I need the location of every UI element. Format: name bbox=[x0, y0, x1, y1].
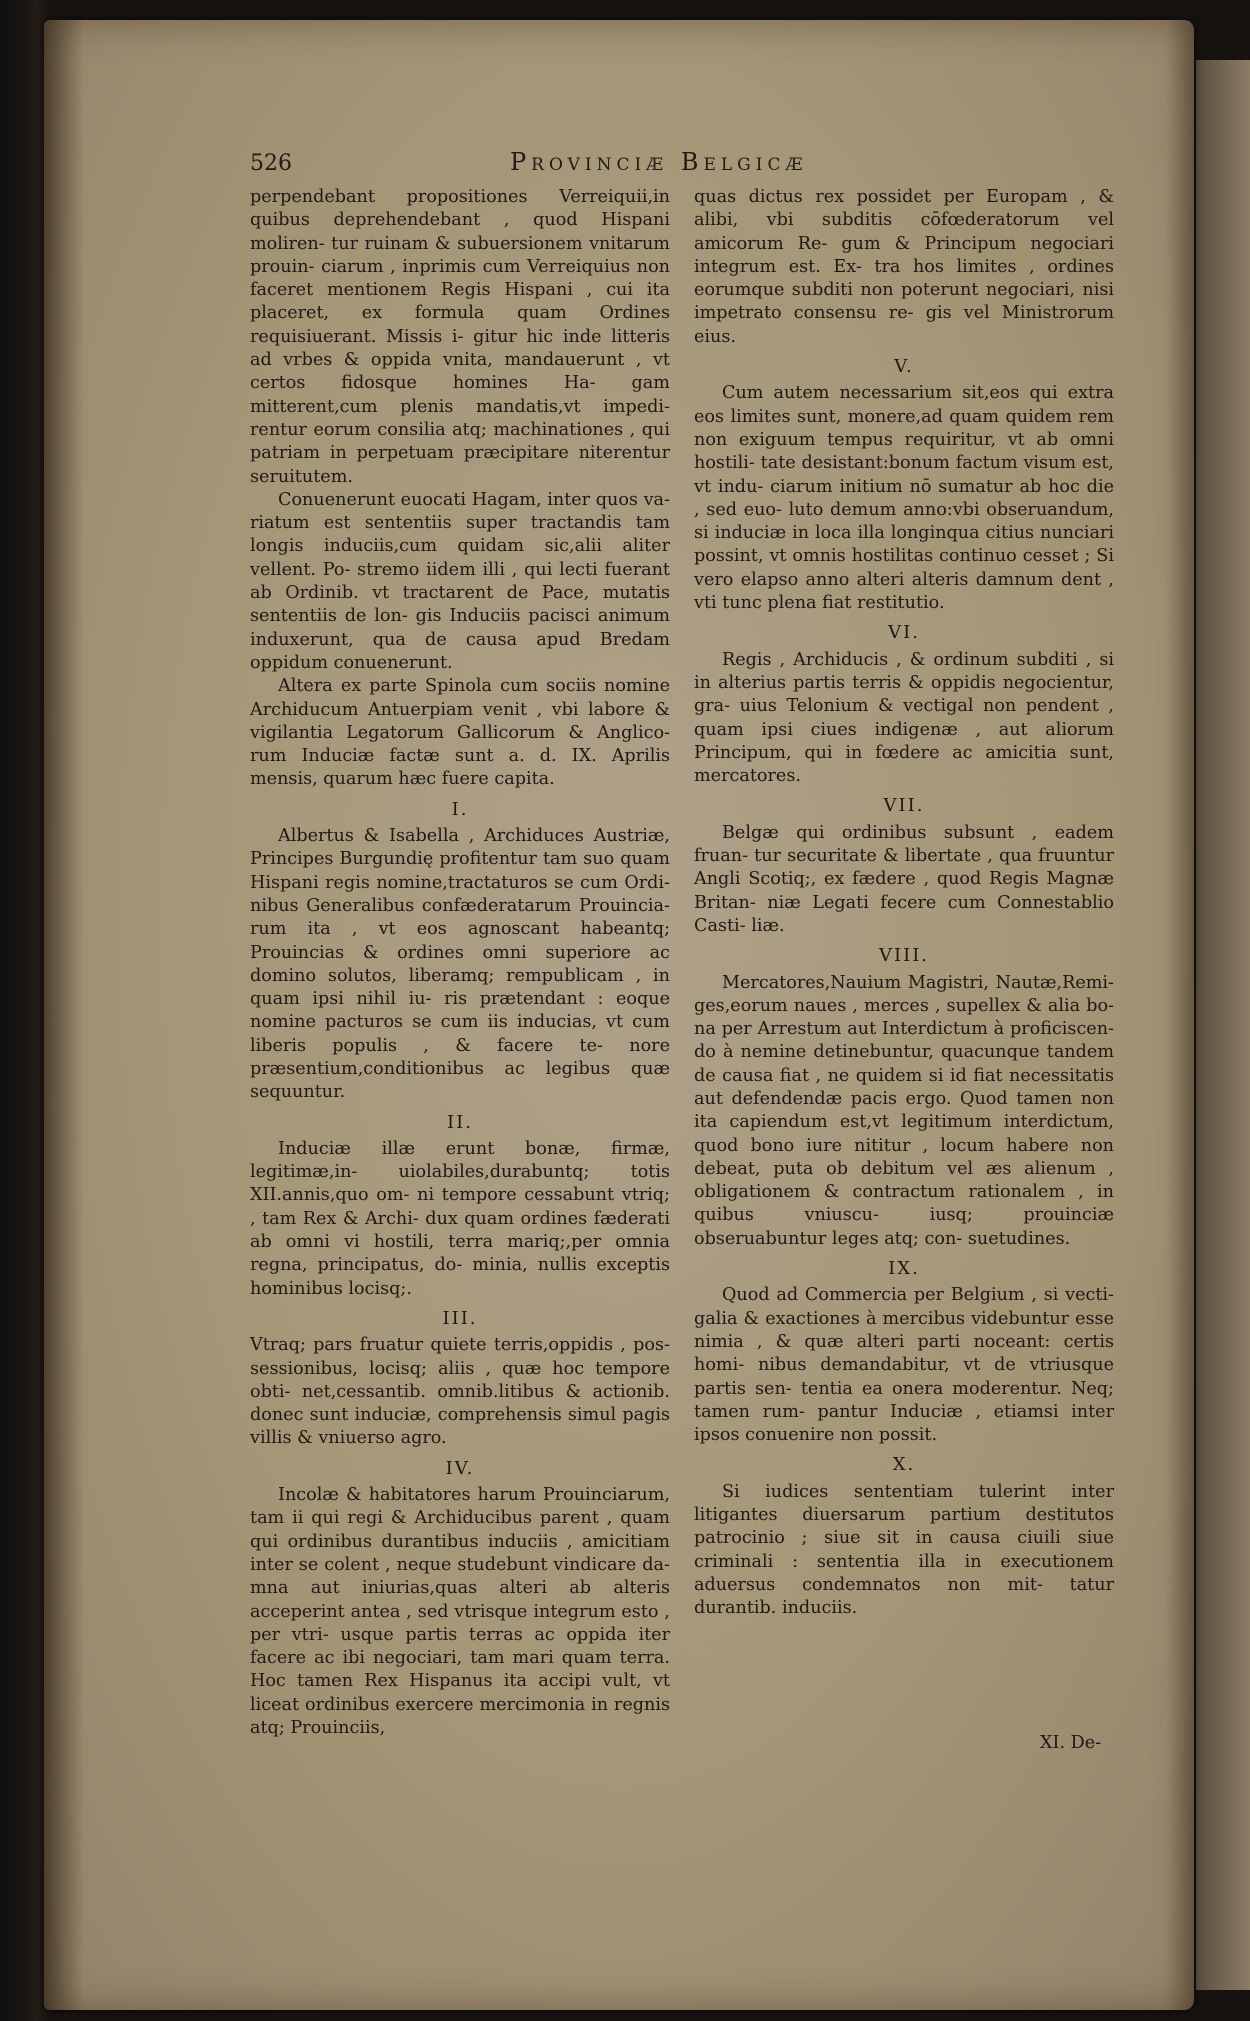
running-title: Provinciæ Belgicæ bbox=[510, 148, 808, 176]
paragraph: Regis , Archiducis , & ordinum subditi , si in alterius partis terris & oppidis negocientur, gra- uius Telonium & vectigal non pendent , quam ipsi ciues indigenæ , aut aliorum Principum, qui in fœdere ac amicitia sunt, mercatores. bbox=[694, 649, 1114, 787]
article-heading: II. bbox=[447, 1111, 473, 1133]
paragraph: Induciæ illæ erunt bonæ, firmæ, legitimæ,in- uiolabiles,durabuntq; totis XII.annis,quo om- ni tempore cessabunt vtriq; , tam Rex & Archi- dux quam ordines fæderati ab omni vi hostili, terra mariq;,per omnia regna, principatus, do- minia, nullis exceptis hominibus locisq;. bbox=[250, 1138, 670, 1299]
right-column bbox=[694, 186, 1114, 1621]
article-heading: I. bbox=[451, 798, 469, 820]
article-heading: VI. bbox=[888, 622, 920, 644]
article-heading: III. bbox=[442, 1307, 478, 1329]
left-column bbox=[250, 186, 670, 1740]
paragraph: Vtraq; pars fruatur quiete terris,oppidis , pos- sessionibus, locisq; aliis , quæ hoc tempore obti- net,cessantib. omnib.litibus & actionib. donec sunt induciæ, comprehensis simul pagis villis & vniuerso agro. bbox=[250, 1335, 670, 1449]
article-heading: X. bbox=[892, 1454, 916, 1476]
folio-number: 526 bbox=[250, 151, 292, 176]
paragraph: Albertus & Isabella , Archiduces Austriæ, Principes Burgundię profitentur tam suo quam Hispani regis nomine,tractaturos se cum Ordi- nibus Generalibus confæderatarum Prouincia- rum ita , vt eos agnoscant habeantq; Prouincias & ordines omni superiore ac domino solutos, liberamq; rempublicam , in quam ipsi nihil iu- ris prætendant : eoque nomine pacturos se cum iis inducias, vt cum liberis populis , & facere te- nore præsentium,conditionibus ac legibus quæ sequuntur. bbox=[250, 826, 670, 1103]
paragraph: Incolæ & habitatores harum Prouinciarum, tam ii qui regi & Archiducibus parent , quam qui ordinibus durantibus induciis , amicitiam inter se colent , neque studebunt vindicare da- mna aut iniurias,quas alteri ab alteris acceperint antea , sed vtrisque integrum esto , per vtri- usque partis terras ac oppida iter facere ac ibi negociari, tam mari quam terra. Hoc tamen Rex Hispanus ita accipi vult, vt liceat ordinibus exercere mercimonia in regnis atq; Prouinciis, bbox=[250, 1485, 670, 1738]
gutter-shadow bbox=[44, 20, 84, 2010]
article-heading: VII. bbox=[883, 795, 925, 817]
article-heading: VIII. bbox=[878, 945, 930, 967]
paragraph: Mercatores,Nauium Magistri, Nautæ,Remi- ges,eorum naues , merces , supellex & alia bo- na per Arrestum aut Interdictum à proficiscen- do à nemine detinebuntur, quacunque tandem de causa fiat , ne quidem si id fiat necessitatis aut defendendæ pacis ergo. Quod tamen non ita capiendum est,vt legitimum interdictum, quod bono iure nititur , locum habere non debeat, puta ob debitum vel æs alienum , obligationem & contractum rationalem , in quibus vniuscu- iusq; prouinciæ obseruabuntur leges atq; con- suetudines. bbox=[694, 972, 1114, 1249]
article-heading: IX. bbox=[888, 1258, 920, 1280]
adjacent-page-edge bbox=[1196, 60, 1250, 1990]
paragraph: Altera ex parte Spinola cum sociis nomine Archiducum Antuerpiam venit , vbi labore & vigilantia Legatorum Gallicorum & Anglico- rum Induciæ factæ sunt a. d. IX. Aprilis mensis, quarum hæc fuere capita. bbox=[250, 676, 670, 790]
paragraph: Quod ad Commercia per Belgium , si vecti- galia & exactiones à mercibus videbuntur esse nimia , & quæ alteri parti noceant: certis homi- nibus demandabitur, vt de vtriusque partis sen- tentia ea onera moderentur. Neq; tamen rum- pantur Induciæ , etiamsi inter ipsos conuenire non possit. bbox=[694, 1285, 1114, 1446]
paragraph: perpendebant propositiones Verreiquii,in quibus deprehendebant , quod Hispani moliren- tur ruinam & subuersionem vnitarum prouin- ciarum , inprimis cum Verreiquius non faceret mentionem Regis Hispani , cui ita placeret, ex formula quam Ordines requisiuerant. Missis i- gitur hic inde litteris ad vrbes & oppida vnita, mandauerunt , vt certos fidosque homines Ha- gam mitterent,cum plenis mandatis,vt impedi- rentur eorum consilia atq; machinationes , qui patriam in perpetuam præcipitare niterentur seruitutem. bbox=[250, 187, 670, 487]
article-heading: IV. bbox=[445, 1457, 475, 1479]
catchword: XI. De- bbox=[1040, 1733, 1102, 1753]
page-edge-shadow bbox=[1166, 20, 1194, 2010]
paragraph: Cum autem necessarium sit,eos qui extra eos limites sunt, monere,ad quam quidem rem non exiguum tempus requiritur, vt ab omni hostili- tate desistant:bonum factum visum est, vt indu- ciarum initium nō sumatur ab hoc die , sed euo- luto demum anno:vbi obseruandum, si induciæ in loca illa longinqua citius nunciari possint, vt omnis hostilitas continuo cesset ; Si vero elapso anno alteri alteris damnum dent , vti tunc plena fiat restitutio. bbox=[694, 383, 1114, 614]
paragraph: Si iudices sententiam tulerint inter litigantes diuersarum partium destitutos patrocinio ; siue sit in causa ciuili siue criminali : sententia illa in executionem aduersus condemnatos non mit- tatur durantib. induciis. bbox=[694, 1481, 1114, 1619]
paragraph: quas dictus rex possidet per Europam , & alibi, vbi subditis cōfœderatorum vel amicorum Re- gum & Principum negociari integrum est. Ex- tra hos limites , ordines eorumque subditi non poterunt negociari, nisi impetrato consensu re- gis vel Ministrorum eius. bbox=[694, 187, 1114, 347]
paragraph: Conuenerunt euocati Hagam, inter quos va- riatum est sententiis super tractandis tam longis induciis,cum quidam sic,alii aliter vellent. Po- stremo iidem illi , qui lecti fuerant ab Ordinib. vt tractarent de Pace, mutatis sententiis de lon- gis Induciis pacisci animum induxerunt, qua de causa apud Bredam oppidum conuenerunt. bbox=[250, 489, 670, 673]
paragraph: Belgæ qui ordinibus subsunt , eadem fruan- tur securitate & libertate , qua fruuntur Angli Scotiq;, ex fædere , quod Regis Magnæ Britan- niæ Legati fecere cum Connestablio Casti- liæ. bbox=[694, 822, 1114, 936]
article-heading: V. bbox=[894, 356, 914, 378]
